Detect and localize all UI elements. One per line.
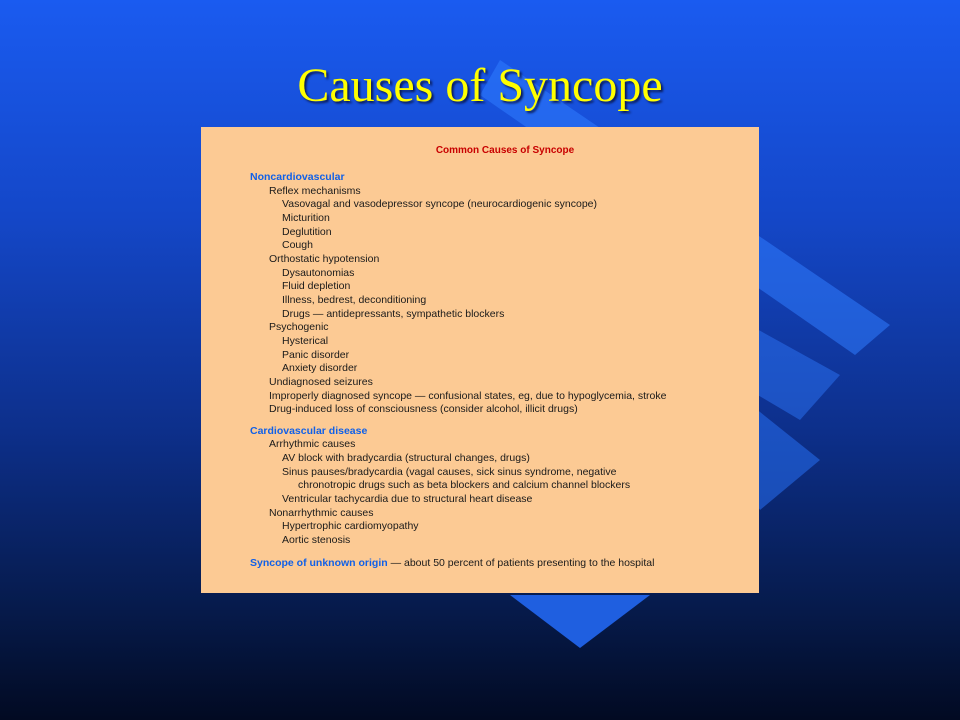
- list-item: Orthostatic hypotension: [269, 252, 380, 265]
- list-item: AV block with bradycardia (structural changes, drugs): [282, 452, 530, 465]
- list-item: Aortic stenosis: [282, 534, 351, 547]
- list-item: Deglutition: [282, 225, 332, 238]
- list-item: Improperly diagnosed syncope — confusional states, eg, due to hypoglycemia, stroke: [269, 389, 667, 402]
- list-item: Drugs — antidepressants, sympathetic blockers: [282, 307, 505, 320]
- list-item: Psychogenic: [269, 321, 329, 334]
- list-item: Fluid depletion: [282, 280, 351, 293]
- section-heading-cardiovascular: Cardiovascular disease: [250, 424, 368, 437]
- section-heading-noncardiovascular: Noncardiovascular: [250, 171, 345, 183]
- list-item: Hysterical: [282, 334, 329, 347]
- list-item: Vasovagal and vasodepressor syncope (neurocardiogenic syncope): [282, 198, 597, 211]
- list-item: Drug-induced loss of consciousness (consider alcohol, illicit drugs): [269, 403, 578, 416]
- table-title: Common Causes of Syncope: [435, 145, 575, 156]
- list-item: Ventricular tachycardia due to structural heart disease: [282, 493, 533, 506]
- list-item: Dysautonomias: [282, 266, 355, 279]
- list-item: Hypertrophic cardiomyopathy: [282, 520, 419, 533]
- section-heading-unknown-origin: Syncope of unknown origin: [250, 556, 388, 569]
- list-item: Micturition: [282, 211, 330, 224]
- list-item: Illness, bedrest, deconditioning: [282, 293, 427, 306]
- list-item: Panic disorder: [282, 348, 350, 361]
- list-item: chronotropic drugs such as beta blockers and calcium channel blockers: [298, 479, 631, 492]
- list-item: Sinus pauses/bradycardia (vagal causes, sick sinus syndrome, negative: [282, 465, 617, 478]
- list-item: Anxiety disorder: [282, 362, 358, 375]
- list-item: Cough: [282, 239, 313, 252]
- causes-table-image: [201, 127, 759, 593]
- list-item: Reflex mechanisms: [269, 184, 361, 197]
- list-item: Undiagnosed seizures: [269, 375, 373, 388]
- slide-title: Causes of Syncope: [297, 59, 663, 112]
- list-item: Arrhythmic causes: [269, 438, 356, 451]
- unknown-origin-row: [201, 557, 759, 571]
- unknown-origin-text: — about 50 percent of patients presenting to the hospital: [387, 556, 655, 569]
- list-item: Nonarrhythmic causes: [269, 506, 374, 519]
